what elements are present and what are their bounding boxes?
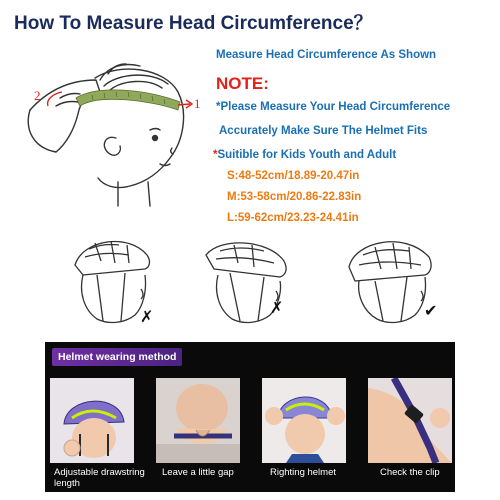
- step-caption-check-clip: Check the clip: [380, 467, 440, 478]
- instruction-suitable-text: Suitible for Kids Youth and Adult: [217, 149, 397, 161]
- instruction-helmet-fits: Accurately Make Sure The Helmet Fits: [219, 125, 428, 137]
- step-righting-helmet-image: [262, 378, 346, 463]
- instruction-measure-accurately: *Please Measure Your Head Circumference: [216, 101, 451, 113]
- note-heading: NOTE:: [216, 74, 269, 93]
- step-caption-adjust-drawstring: Adjustable drawstring length: [54, 467, 145, 489]
- step-check-clip-image: [368, 378, 452, 463]
- instruction-suitable: [213, 149, 396, 161]
- wrong-fit-mark: ✗: [270, 300, 284, 317]
- size-small: S:48-52cm/18.89-20.47in: [227, 170, 360, 182]
- step-caption-righting-helmet: Righting helmet: [270, 467, 337, 478]
- step-adjust-drawstring-image: [50, 378, 134, 463]
- correct-fit-mark: ✔: [424, 303, 438, 320]
- arrow-label-1: 1: [194, 96, 201, 111]
- step-leave-gap-image: [156, 378, 240, 463]
- step-caption-leave-gap: Leave a little gap: [162, 467, 234, 478]
- note-star: *: [213, 149, 218, 161]
- head-measure-illustration: [0, 40, 210, 210]
- helmet-fit-tilted: [190, 225, 300, 335]
- arrow-label-2: 2: [34, 88, 41, 103]
- size-large: L:59-62cm/23.23-24.41in: [227, 212, 359, 224]
- instruction-measure: Measure Head Circumference As Shown: [216, 49, 437, 61]
- page-title: How To Measure Head Circumference？: [14, 13, 373, 34]
- size-medium: M:53-58cm/20.86-22.83in: [227, 191, 362, 203]
- wearing-method-label: Helmet wearing method: [52, 348, 182, 366]
- wrong-fit-mark: ✗: [140, 309, 154, 326]
